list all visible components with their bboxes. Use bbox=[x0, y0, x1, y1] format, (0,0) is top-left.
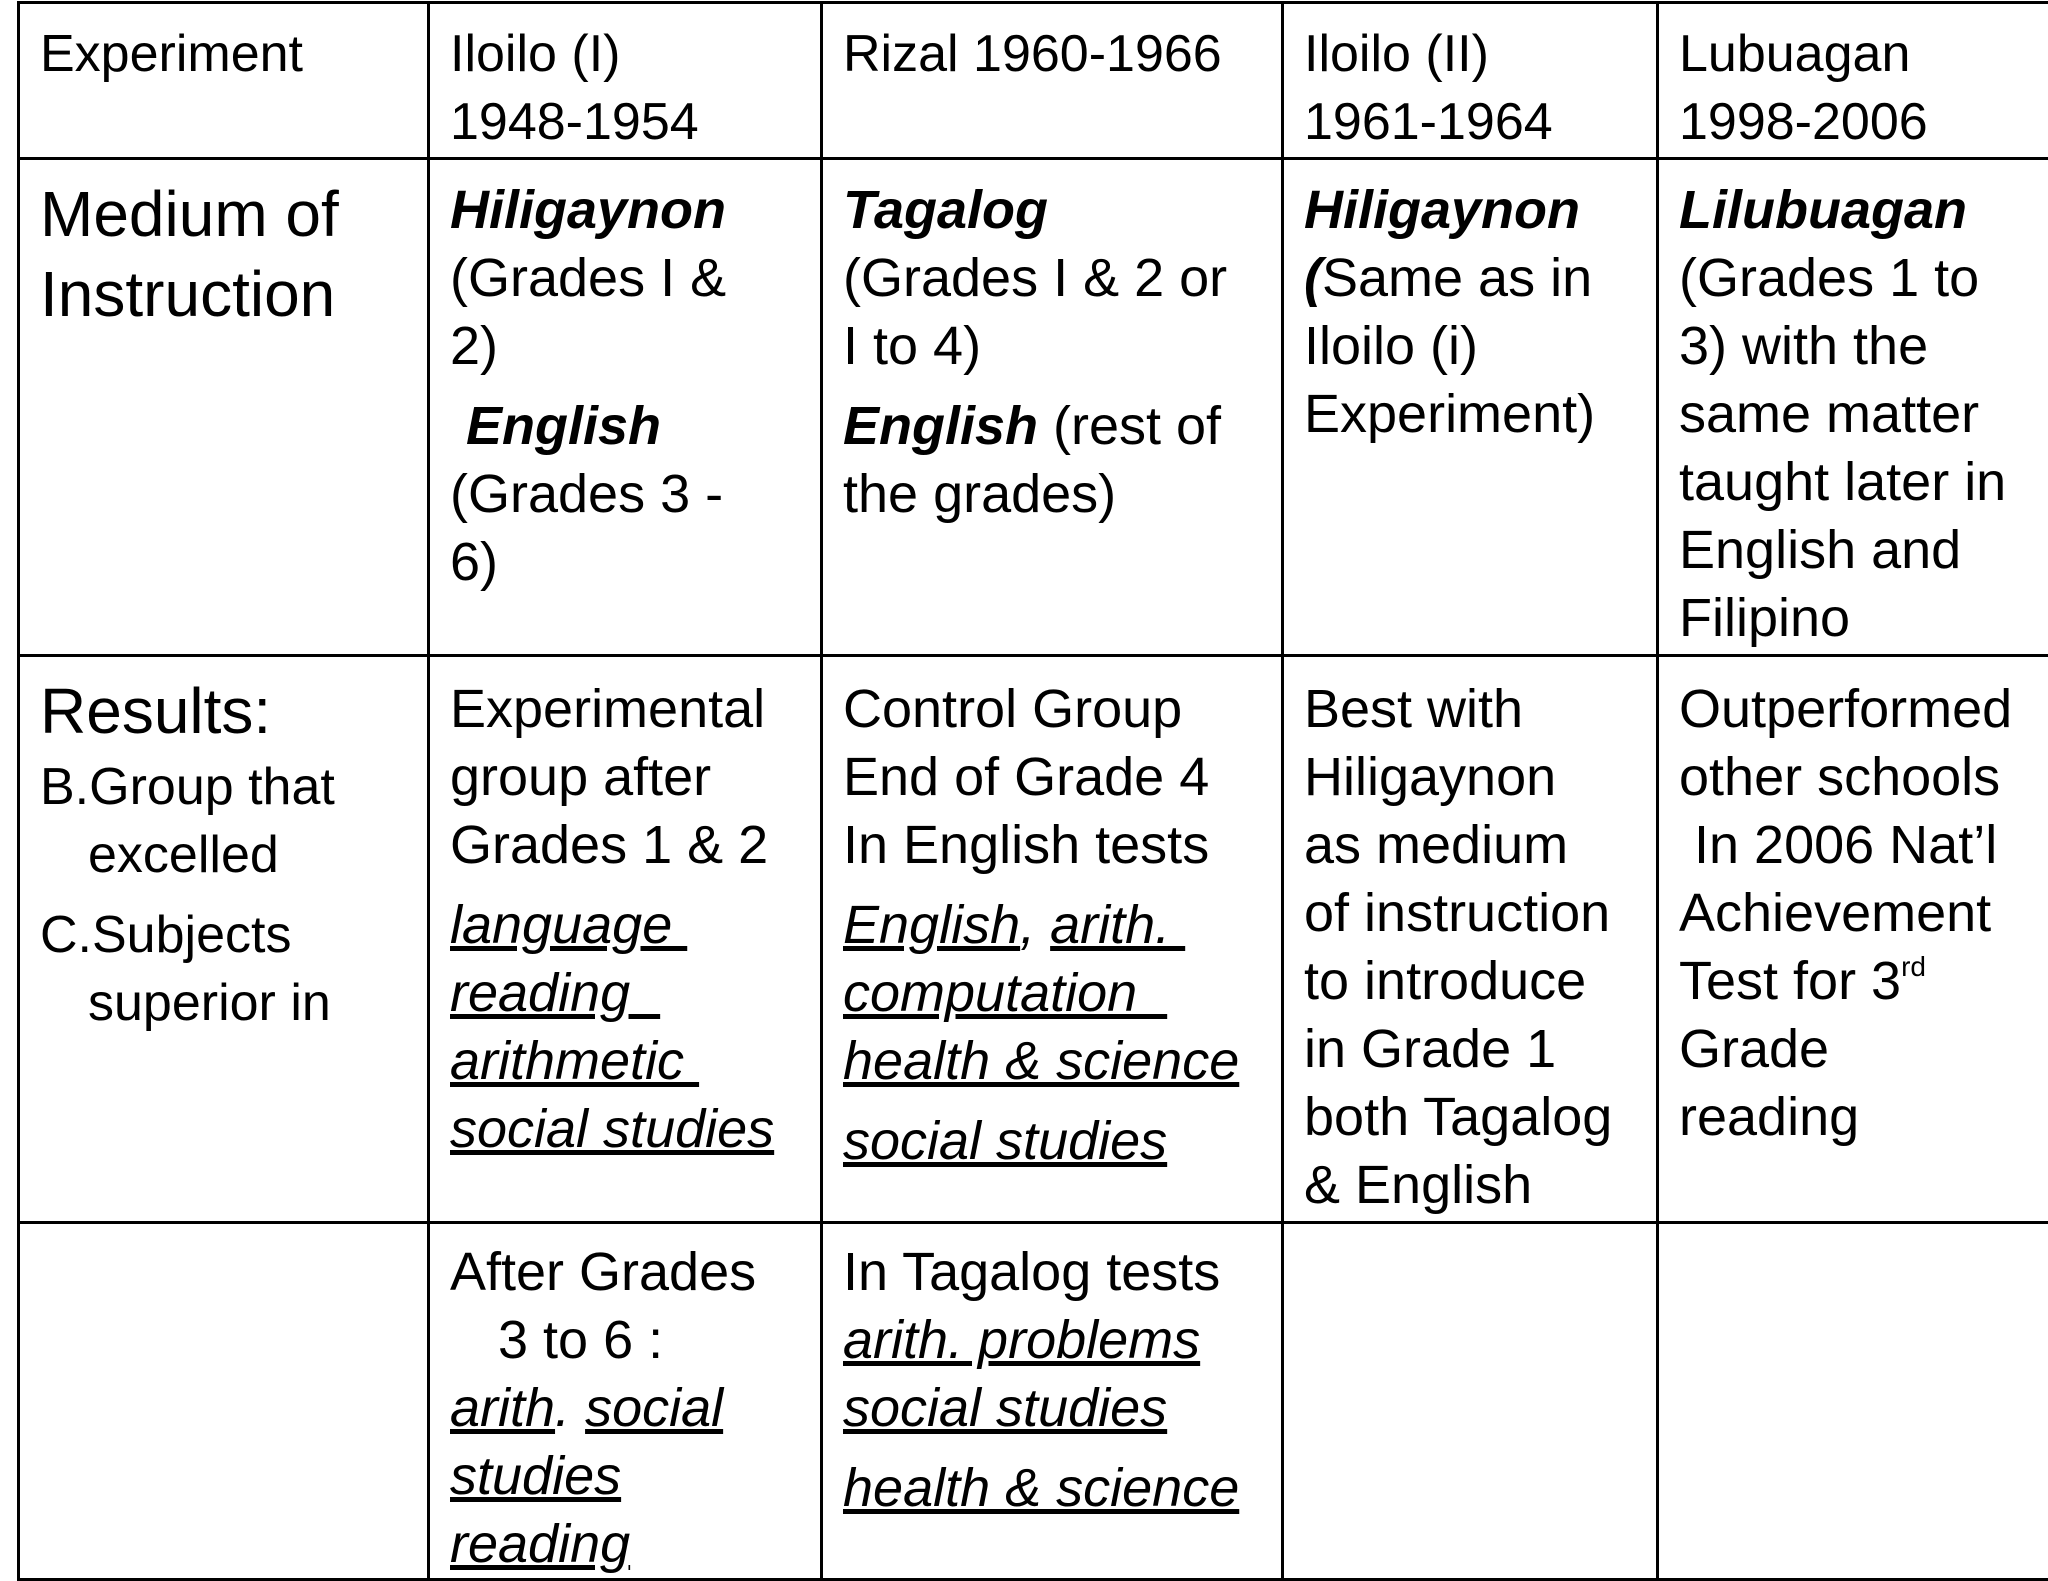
medium-rizal-lang1-note-1: (Grades I & 2 or bbox=[843, 244, 1271, 312]
results-c-label-1: C.Subjects bbox=[40, 901, 417, 969]
results-b-label-1: B.Group that bbox=[40, 753, 417, 821]
medium-label-line1: Medium of bbox=[40, 174, 417, 254]
medium-lubuagan-note-4: taught later in bbox=[1679, 448, 2048, 516]
results-lubuagan-line-3: In 2006 Nat’l bbox=[1679, 811, 2048, 879]
later-iloilo2-cell bbox=[1283, 1223, 1658, 1580]
medium-iloilo2-note-2: Iloilo (i) bbox=[1304, 312, 1646, 380]
results-iloilo2-line-4: of instruction bbox=[1304, 879, 1646, 947]
results-c-label-2: superior in bbox=[40, 969, 417, 1037]
medium-label-line2: Instruction bbox=[40, 254, 417, 334]
header-iloilo1-years: 1948-1954 bbox=[450, 88, 810, 156]
medium-label-cell bbox=[19, 159, 429, 656]
header-rizal: Rizal 1960-1966 bbox=[843, 25, 1222, 83]
results-rizal-group-1: Control Group bbox=[843, 675, 1271, 743]
later-rizal-subject-1: arith. problems bbox=[843, 1306, 1271, 1374]
results-lubuagan-test-for: Test for 3 bbox=[1679, 951, 1901, 1011]
medium-iloilo1-lang2: English bbox=[450, 392, 810, 460]
results-b-label-2: excelled bbox=[40, 821, 417, 889]
later-iloilo1-line-1: After Grades bbox=[450, 1238, 810, 1306]
medium-lubuagan-note-6: Filipino bbox=[1679, 584, 2048, 652]
medium-iloilo1-lang1: Hiligaynon bbox=[450, 176, 810, 244]
later-rizal-line-1: In Tagalog tests bbox=[843, 1238, 1271, 1306]
medium-rizal-lang1-note-2: I to 4) bbox=[843, 312, 1271, 380]
results-rizal-subject-english: English bbox=[843, 895, 1020, 955]
header-cell-experiment bbox=[19, 3, 429, 159]
medium-lubuagan-note-2: 3) with the bbox=[1679, 312, 2048, 380]
medium-iloilo2-note-3: Experiment) bbox=[1304, 380, 1646, 448]
comparison-table bbox=[17, 1, 2048, 1581]
results-iloilo2-line-7: both Tagalog bbox=[1304, 1083, 1646, 1151]
header-cell-rizal bbox=[822, 3, 1283, 159]
results-rizal-group-2: End of Grade 4 bbox=[843, 743, 1271, 811]
later-lubuagan-cell bbox=[1658, 1223, 2048, 1580]
medium-iloilo1-lang2-note-2: 6) bbox=[450, 528, 810, 596]
results-rizal-subject-arith: arith. bbox=[1050, 895, 1185, 955]
results-lubuagan-line-1: Outperformed bbox=[1679, 675, 2048, 743]
later-rizal-subject-3: health & science bbox=[843, 1454, 1271, 1522]
later-iloilo1-subj-studies: studies bbox=[450, 1442, 810, 1510]
medium-rizal-lang1: Tagalog bbox=[843, 176, 1271, 244]
results-iloilo2-line-1: Best with bbox=[1304, 675, 1646, 743]
medium-rizal-lang2-note: the grades) bbox=[843, 460, 1271, 528]
results-label-cell bbox=[19, 656, 429, 1223]
medium-iloilo2-paren: ( bbox=[1304, 248, 1322, 308]
medium-iloilo2-note-first: Same as in bbox=[1322, 248, 1592, 308]
header-lubuagan-name: Lubuagan bbox=[1679, 20, 2048, 88]
results-rizal-group-3: In English tests bbox=[843, 811, 1271, 879]
results-iloilo1-subject-3: arithmetic bbox=[450, 1027, 810, 1095]
medium-rizal-cell bbox=[822, 159, 1283, 656]
medium-iloilo1-lang1-note-2: 2) bbox=[450, 312, 810, 380]
medium-lubuagan-cell bbox=[1658, 159, 2048, 656]
results-iloilo1-subject-2: reading bbox=[450, 959, 810, 1027]
results-lubuagan-cell bbox=[1658, 656, 2048, 1223]
header-experiment: Experiment bbox=[40, 25, 303, 83]
later-iloilo1-subj-social: social bbox=[585, 1378, 723, 1438]
medium-iloilo2-cell bbox=[1283, 159, 1658, 656]
results-rizal-subject-sep: , bbox=[1020, 895, 1050, 955]
later-iloilo1-line-2: 3 to 6 : bbox=[450, 1306, 810, 1374]
results-lubuagan-line-7: reading bbox=[1679, 1083, 2048, 1151]
later-row bbox=[19, 1223, 2048, 1580]
results-lubuagan-line-2: other schools bbox=[1679, 743, 2048, 811]
results-iloilo2-line-5: to introduce bbox=[1304, 947, 1646, 1015]
results-label: Results: bbox=[40, 671, 417, 751]
header-row bbox=[19, 3, 2048, 159]
later-rizal-cell bbox=[822, 1223, 1283, 1580]
results-iloilo1-subject-4: social studies bbox=[450, 1095, 810, 1163]
later-label-cell bbox=[19, 1223, 429, 1580]
later-iloilo1-subj-sep: . bbox=[555, 1378, 585, 1438]
later-iloilo1-cell bbox=[429, 1223, 822, 1580]
results-iloilo1-group-3: Grades 1 & 2 bbox=[450, 811, 810, 879]
later-iloilo1-subj-arith: arith bbox=[450, 1378, 555, 1438]
header-cell-lubuagan bbox=[1658, 3, 2048, 159]
medium-lubuagan-note-1: (Grades 1 to bbox=[1679, 244, 2048, 312]
medium-rizal-lang2-note-inline: (rest of bbox=[1038, 396, 1221, 456]
medium-iloilo1-cell bbox=[429, 159, 822, 656]
header-cell-iloilo2 bbox=[1283, 3, 1658, 159]
results-lubuagan-line-4: Achievement bbox=[1679, 879, 2048, 947]
results-iloilo1-subject-1: language bbox=[450, 891, 810, 959]
results-rizal-cell bbox=[822, 656, 1283, 1223]
results-iloilo1-group-1: Experimental bbox=[450, 675, 810, 743]
results-lubuagan-line-6: Grade bbox=[1679, 1015, 2048, 1083]
medium-lubuagan-note-3: same matter bbox=[1679, 380, 2048, 448]
results-lubuagan-sup: rd bbox=[1901, 951, 1926, 982]
medium-iloilo2-lang1: Hiligaynon bbox=[1304, 176, 1646, 244]
later-iloilo1-subj-reading: reading bbox=[450, 1510, 810, 1578]
results-iloilo1-cell bbox=[429, 656, 822, 1223]
header-lubuagan-years: 1998-2006 bbox=[1679, 88, 2048, 156]
results-rizal-subject-health: health & science bbox=[843, 1027, 1271, 1095]
results-iloilo2-line-2: Hiligaynon bbox=[1304, 743, 1646, 811]
medium-lubuagan-note-5: English and bbox=[1679, 516, 2048, 584]
results-iloilo1-group-2: group after bbox=[450, 743, 810, 811]
header-cell-iloilo1 bbox=[429, 3, 822, 159]
header-iloilo1-name: Iloilo (I) bbox=[450, 20, 810, 88]
results-rizal-subject-social: social studies bbox=[843, 1107, 1271, 1175]
results-iloilo2-line-3: as medium bbox=[1304, 811, 1646, 879]
medium-rizal-lang2: English bbox=[843, 396, 1038, 456]
header-iloilo2-years: 1961-1964 bbox=[1304, 88, 1646, 156]
results-iloilo2-line-8: & English bbox=[1304, 1151, 1646, 1219]
later-rizal-subject-2: social studies bbox=[843, 1374, 1271, 1442]
results-rizal-subject-computation: computation bbox=[843, 959, 1271, 1027]
header-iloilo2-name: Iloilo (II) bbox=[1304, 20, 1646, 88]
results-iloilo2-cell bbox=[1283, 656, 1658, 1223]
medium-lubuagan-lang1: Lilubuagan bbox=[1679, 176, 2048, 244]
medium-row bbox=[19, 159, 2048, 656]
medium-iloilo1-lang2-note-1: (Grades 3 - bbox=[450, 460, 810, 528]
results-iloilo2-line-6: in Grade 1 bbox=[1304, 1015, 1646, 1083]
medium-iloilo1-lang1-note-1: (Grades I & bbox=[450, 244, 810, 312]
results-row bbox=[19, 656, 2048, 1223]
